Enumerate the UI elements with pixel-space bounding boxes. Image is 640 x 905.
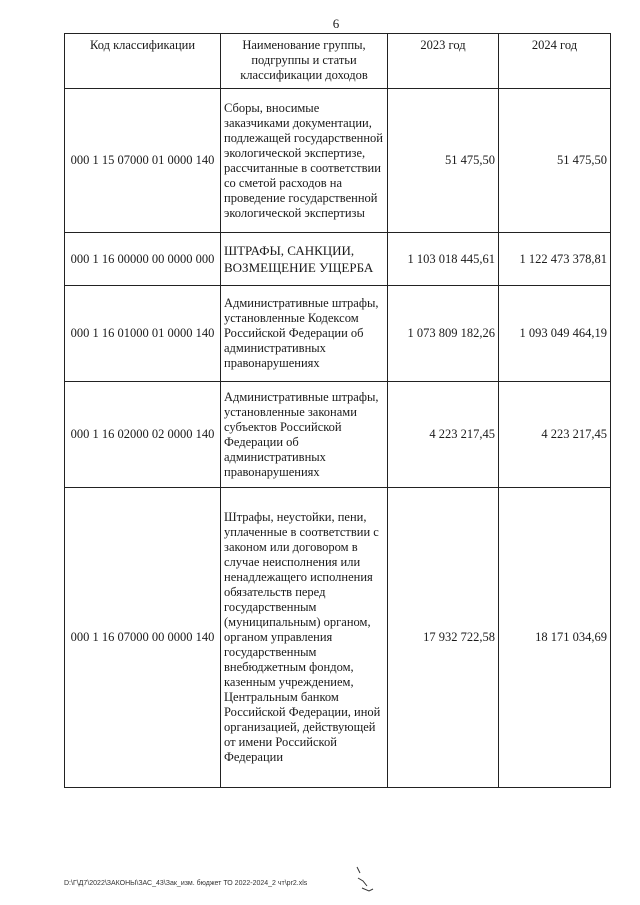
- table-row: [65, 488, 611, 788]
- row-value-2024: 1 093 049 464,19: [499, 286, 611, 382]
- row-value-2023: 1 103 018 445,61: [388, 233, 499, 286]
- row-name: Штрафы, неустойки, пени, уплаченные в соответствии с законом или договором в случае неисполнения или ненадлежащего исполнения обязательств перед государственным (муниципальным) органом, органом управления государственным внебюджетным фондом, казенным учреждением, Центральным банком Российской Федерации, иной организацией, действующей от имени Российской Федерации: [221, 488, 388, 788]
- row-name: ШТРАФЫ, САНКЦИИ, ВОЗМЕЩЕНИЕ УЩЕРБА: [221, 233, 388, 286]
- row-name: Административные штрафы, установленные Кодексом Российской Федерации об административных правонарушениях: [221, 286, 388, 382]
- row-code: 000 1 16 02000 02 0000 140: [65, 382, 221, 488]
- row-value-2023: 17 932 722,58: [388, 488, 499, 788]
- row-code: 000 1 16 07000 00 0000 140: [65, 488, 221, 788]
- row-value-2024: 4 223 217,45: [499, 382, 611, 488]
- file-path-footer: D:\Г\Д7\2022\ЗАКОНЫ\ЗАС_43\Зак_изм. бюджет ТО 2022-2024_2 чт\pr2.xls: [64, 880, 308, 887]
- row-value-2024: 51 475,50: [499, 89, 611, 233]
- row-value-2024: 1 122 473 378,81: [499, 233, 611, 286]
- table-row: [65, 286, 611, 382]
- header-year-2023: 2023 год: [388, 34, 499, 89]
- header-code: Код классификации: [65, 34, 221, 89]
- table-row: [65, 89, 611, 233]
- row-name: Административные штрафы, установленные законами субъектов Российской Федерации об административных правонарушениях: [221, 382, 388, 488]
- row-value-2023: 1 073 809 182,26: [388, 286, 499, 382]
- row-value-2023: 4 223 217,45: [388, 382, 499, 488]
- header-name: Наименование группы, подгруппы и статьи классификации доходов: [221, 34, 388, 89]
- table-header-row: [65, 34, 611, 89]
- table-row: [65, 233, 611, 286]
- row-code: 000 1 15 07000 01 0000 140: [65, 89, 221, 233]
- revenue-table: [64, 33, 611, 788]
- table-row: [65, 382, 611, 488]
- row-code: 000 1 16 00000 00 0000 000: [65, 233, 221, 286]
- row-value-2023: 51 475,50: [388, 89, 499, 233]
- page-number: 6: [332, 16, 340, 31]
- header-year-2024: 2024 год: [499, 34, 611, 89]
- row-name: Сборы, вносимые заказчиками документации, подлежащей государственной экологической экспертизе, рассчитанные в соответствии со сметой расходов на проведение государственной экологической экспертизы: [221, 89, 388, 233]
- row-value-2024: 18 171 034,69: [499, 488, 611, 788]
- handwritten-mark-icon: [354, 864, 376, 894]
- row-code: 000 1 16 01000 01 0000 140: [65, 286, 221, 382]
